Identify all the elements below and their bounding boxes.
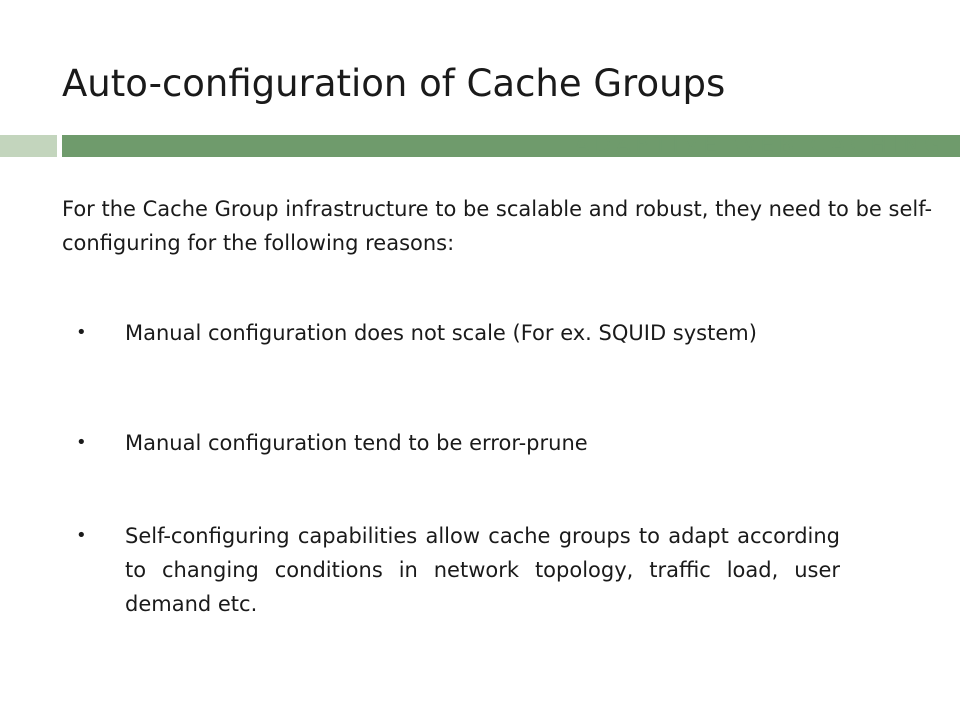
accent-bar-left	[0, 135, 57, 157]
bullet-marker: •	[76, 525, 87, 546]
bullet-text: Manual configuration tend to be error-prune	[125, 431, 588, 455]
slide-subtitle: ADAPTIVE WEB CACHING	[574, 133, 946, 158]
bullet-marker: •	[76, 322, 87, 343]
bullet-text: Manual configuration does not scale (For ex. SQUID system)	[125, 321, 757, 345]
bullet-marker: •	[76, 432, 87, 453]
intro-paragraph: For the Cache Group infrastructure to be scalable and robust, they need to be self-configuring for the following reasons:	[62, 197, 933, 255]
bullet-text: Self-configuring capabilities allow cache groups to adapt according to changing conditions in network topology, traffic load, user demand etc.	[125, 524, 840, 616]
slide-title: Auto-configuration of Cache Groups	[62, 62, 726, 105]
